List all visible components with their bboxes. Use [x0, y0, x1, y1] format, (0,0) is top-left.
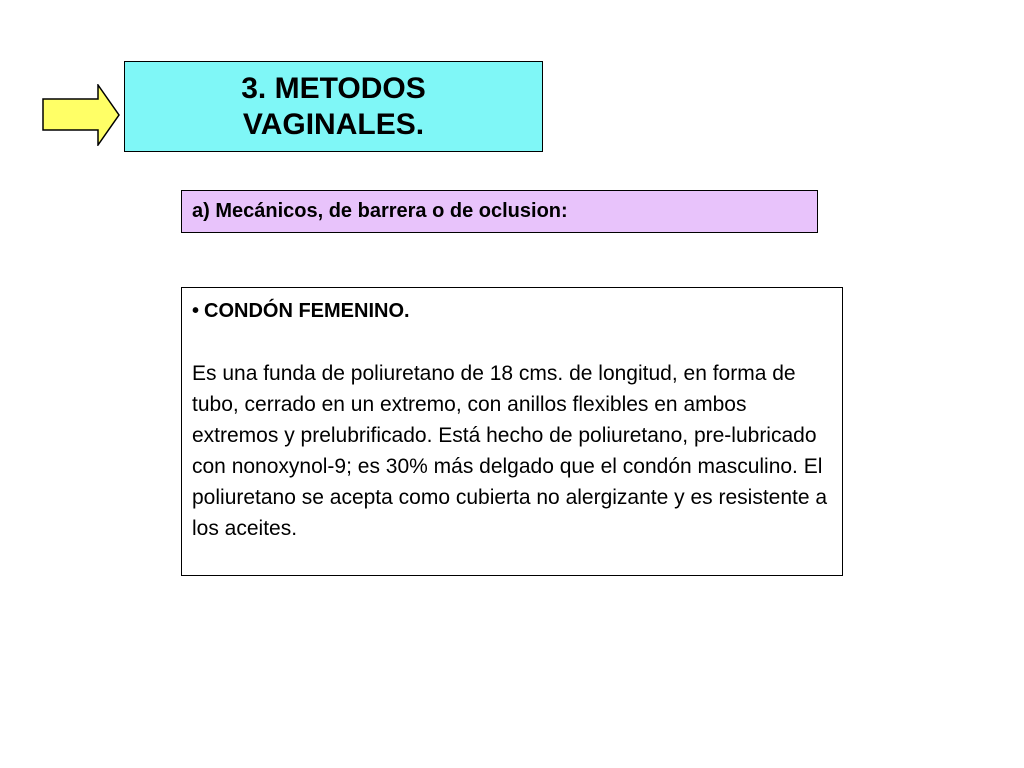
bullet-icon: • [192, 300, 200, 322]
subtitle-box [181, 190, 818, 233]
content-box [181, 287, 843, 576]
right-arrow-icon [42, 84, 120, 146]
section-subtitle: a) Mecánicos, de barrera o de oclusion: [192, 200, 568, 222]
slide-title: 3. METODOS VAGINALES. [241, 71, 426, 141]
bullet-heading [192, 296, 832, 327]
title-box [124, 61, 543, 152]
bullet-heading-text: CONDÓN FEMENINO. [204, 300, 410, 322]
body-paragraph: Es una funda de poliuretano de 18 cms. de longitud, en forma de tubo, cerrado en un extremo, con anillos flexibles en ambos extremos y prelubrificado. Está hecho de poliuretano, pre-lubricado con nonoxynol-9; es 30% más delgado que el condón masculino. El poliuretano se acepta como cubierta no alergizante y es resistente a los aceites. [192, 362, 828, 540]
